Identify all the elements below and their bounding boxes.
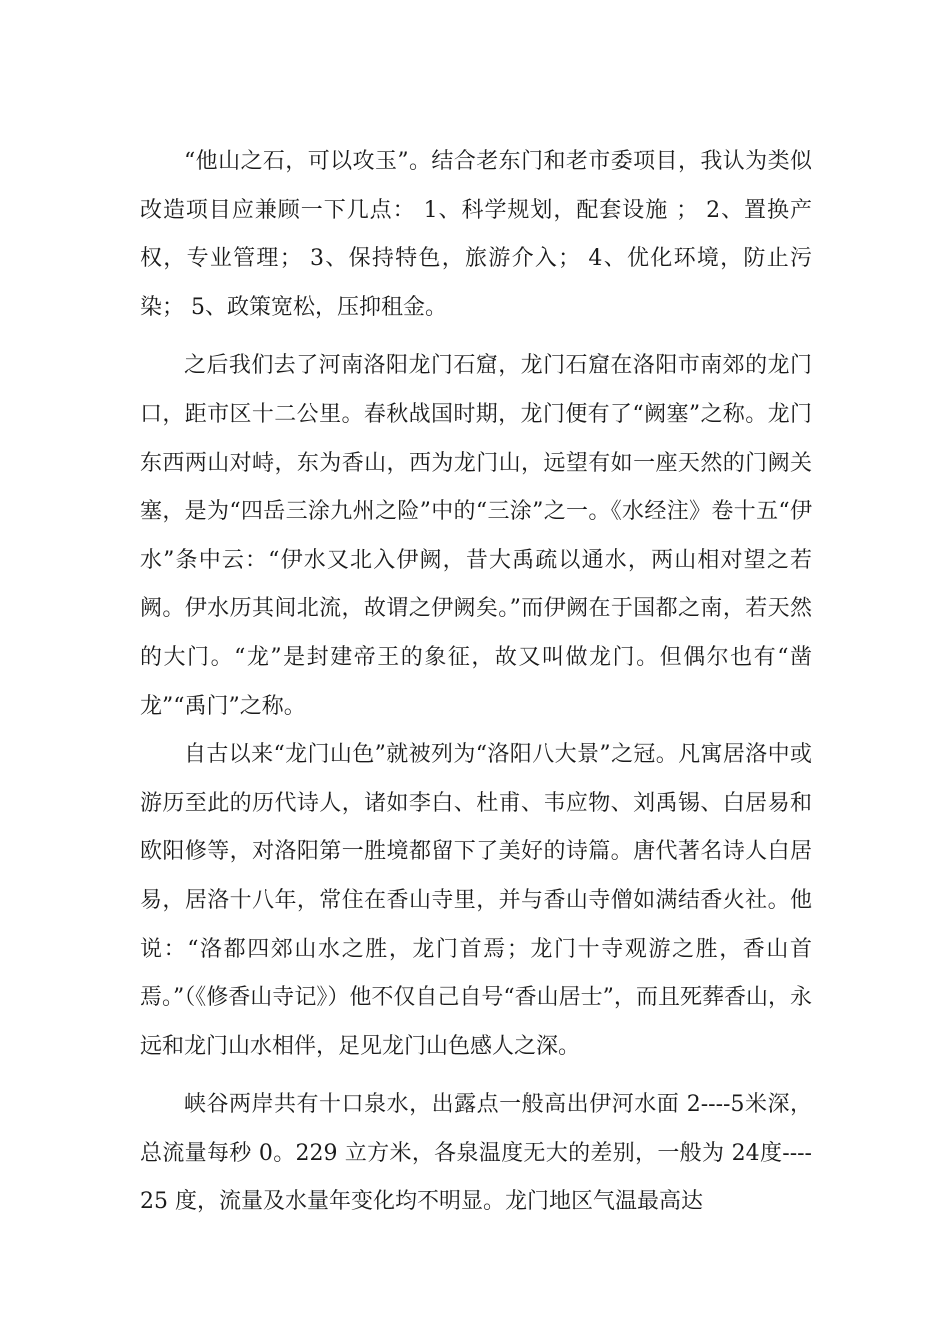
paragraph-3: 自古以来“龙门山色”就被列为“洛阳八大景”之冠。凡寓居洛中或游历至此的历代诗人，诸如李白、杜甫、韦应物、刘禹锡、白居易和欧阳修等，对洛阳第一胜境都留下了美好的诗篇。唐代著名诗人白居易，居洛十八年，常住在香山寺里，并与香山寺僧如满结香火社。他说：“洛都四郊山水之胜，龙门首焉；龙门十寺观游之胜，香山首焉。”（《修香山寺记》）他不仅自己自号“香山居士”，而且死葬香山，永远和龙门山水相伴，足见龙门山色感人之深。	[140, 742, 812, 1059]
paragraph-2: 之后我们去了河南洛阳龙门石窟，龙门石窟在洛阳市南郊的龙门口，距市区十二公里。春秋战国时期，龙门便有了“阙塞”之称。龙门东西两山对峙，东为香山，西为龙门山，远望有如一座天然的门阙关塞，是为“四岳三涂九州之险”中的“三涂”之一。《水经注》卷十五“伊水”条中云：“伊水又北入伊阙，昔大禹疏以通水，两山相对望之若阙。伊水历其间北流，故谓之伊阙矣。”而伊阙在于国都之南，若天然的大门。“龙”是封建帝王的象征，故又叫做龙门。但偶尔也有“凿龙”“禹门”之称。	[140, 353, 812, 719]
document-body	[140, 138, 812, 1227]
paragraph-1: “他山之石，可以攻玉”。结合老东门和老市委项目，我认为类似改造项目应兼顾一下几点： 1、科学规划，配套设施 ； 2、置换产权，专业管理； 3、保持特色，旅游介入； 4、优化环境，防止污染； 5、政策宽松，压抑租金。	[140, 149, 812, 320]
paragraph-4: 峡谷两岸共有十口泉水，出露点一般高出伊河水面 2----5米深，总流量每秒 0。229 立方米，各泉温度无大的差别，一般为 24度----25 度，流量及水量年变化均不明显。龙门地区气温最高达	[140, 1092, 812, 1215]
